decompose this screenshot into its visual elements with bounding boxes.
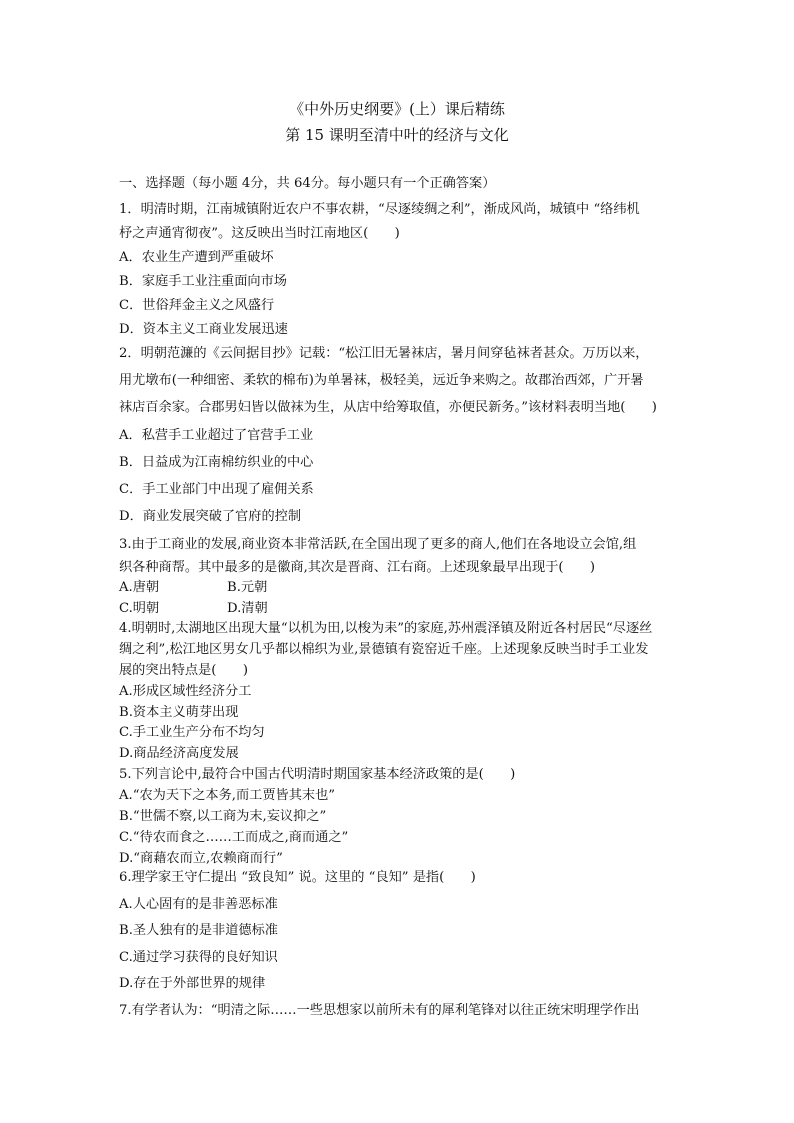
question-1-option-a: A．农业生产遭到严重破坏	[119, 250, 274, 265]
question-1-stem-line-1: 1．明清时期，江南城镇附近农户不事农耕，“尽逐绫绸之利”，渐成风尚，城镇中 “络纬机	[119, 202, 640, 217]
question-3-option-b: B.元朝	[227, 580, 268, 595]
question-4-stem-line-1: 4.明朝时,太湖地区出现大量“以机为田,以梭为耒”的家庭,苏州震泽镇及附近各村居民“尽逐丝	[119, 621, 653, 636]
question-3-option-c: C.明朝	[119, 601, 160, 616]
question-2-stem-line-2: 用尤墩布(一种细密、柔软的棉布)为单暑袜，极轻美，远近争来购之。故郡治西郊，广开暑	[119, 373, 644, 388]
question-5-option-b: B.“世儒不察,以工商为末,妄议抑之”	[119, 809, 327, 824]
question-4-option-a: A.形成区域性经济分工	[119, 684, 252, 699]
question-2-option-a: A．私营手工业超过了官营手工业	[119, 428, 314, 443]
question-1-option-d: D．资本主义工商业发展迅速	[119, 322, 288, 337]
question-6-option-c: C.通过学习获得的良好知识	[119, 950, 278, 965]
question-4-stem-line-2: 绸之利”,松江地区男女几乎都以棉织为业,景德镇有瓷窑近千座。上述现象反映当时手工业发	[119, 642, 649, 657]
question-2-stem-line-1: 2．明朝范濂的《云间据目抄》记载：“松江旧无暑袜店，暑月间穿毡袜者甚众。万历以来，	[119, 346, 649, 361]
document-subtitle: 第 15 课明至清中叶的经济与文化	[285, 126, 509, 144]
question-4-option-c: C.手工业生产分布不均匀	[119, 725, 265, 740]
question-3-stem-line-1: 3.由于工商业的发展,商业资本非常活跃,在全国出现了更多的商人,他们在各地设立会馆,组	[119, 537, 637, 552]
question-1-option-b: B．家庭手工业注重面向市场	[119, 274, 287, 289]
question-6-option-b: B.圣人独有的是非道德标准	[119, 923, 278, 938]
question-6-option-d: D.存在于外部世界的规律	[119, 976, 266, 991]
question-4-option-d: D.商品经济高度发展	[119, 746, 239, 761]
question-4-option-b: B.资本主义萌芽出现	[119, 705, 239, 720]
question-3-option-a: A.唐朝	[119, 580, 160, 595]
document-title: 《中外历史纲要》(上）课后精练	[289, 100, 505, 118]
section-heading: 一、选择题（每小题 4分，共 64分。每小题只有一个正确答案）	[119, 176, 496, 191]
question-3-option-d: D.清朝	[227, 601, 268, 616]
question-7-stem-line-1: 7.有学者认为：“明清之际……一些思想家以前所未有的犀利笔锋对以往正统宋明理学作出	[119, 1003, 640, 1018]
question-1-option-c: C．世俗拜金主义之风盛行	[119, 298, 275, 313]
question-1-stem-line-2: 杼之声通宵彻夜”。这反映出当时江南地区( )	[119, 226, 400, 241]
question-5-stem-line-1: 5.下列言论中,最符合中国古代明清时期国家基本经济政策的是( )	[119, 767, 516, 782]
question-5-option-d: D.“商藉农而立,农赖商而行”	[119, 851, 283, 866]
question-2-option-b: B．日益成为江南棉纺织业的中心	[119, 455, 314, 470]
question-4-stem-line-3: 展的突出特点是( )	[119, 663, 248, 678]
question-3-options-row-1	[119, 576, 267, 595]
question-5-option-c: C.“待农而食之……工而成之,商而通之”	[119, 830, 349, 845]
question-2-option-d: D．商业发展突破了官府的控制	[119, 509, 302, 524]
question-6-option-a: A.人心固有的是非善恶标准	[119, 897, 278, 912]
question-3-options-row-2	[119, 597, 268, 616]
question-6-stem-line-1: 6.理学家王守仁提出 “致良知” 说。这里的 “良知” 是指( )	[119, 870, 476, 885]
question-3-stem-line-2: 织各种商帮。其中最多的是徽商,其次是晋商、江右商。上述现象最早出现于( )	[119, 560, 596, 575]
question-2-option-c: C．手工业部门中出现了雇佣关系	[119, 482, 314, 497]
question-5-option-a: A.“农为天下之本务,而工贾皆其末也”	[119, 788, 336, 803]
question-2-stem-line-3: 袜店百余家。合郡男妇皆以做袜为生，从店中给筹取值，亦便民新务。”该材料表明当地( )	[119, 400, 657, 415]
